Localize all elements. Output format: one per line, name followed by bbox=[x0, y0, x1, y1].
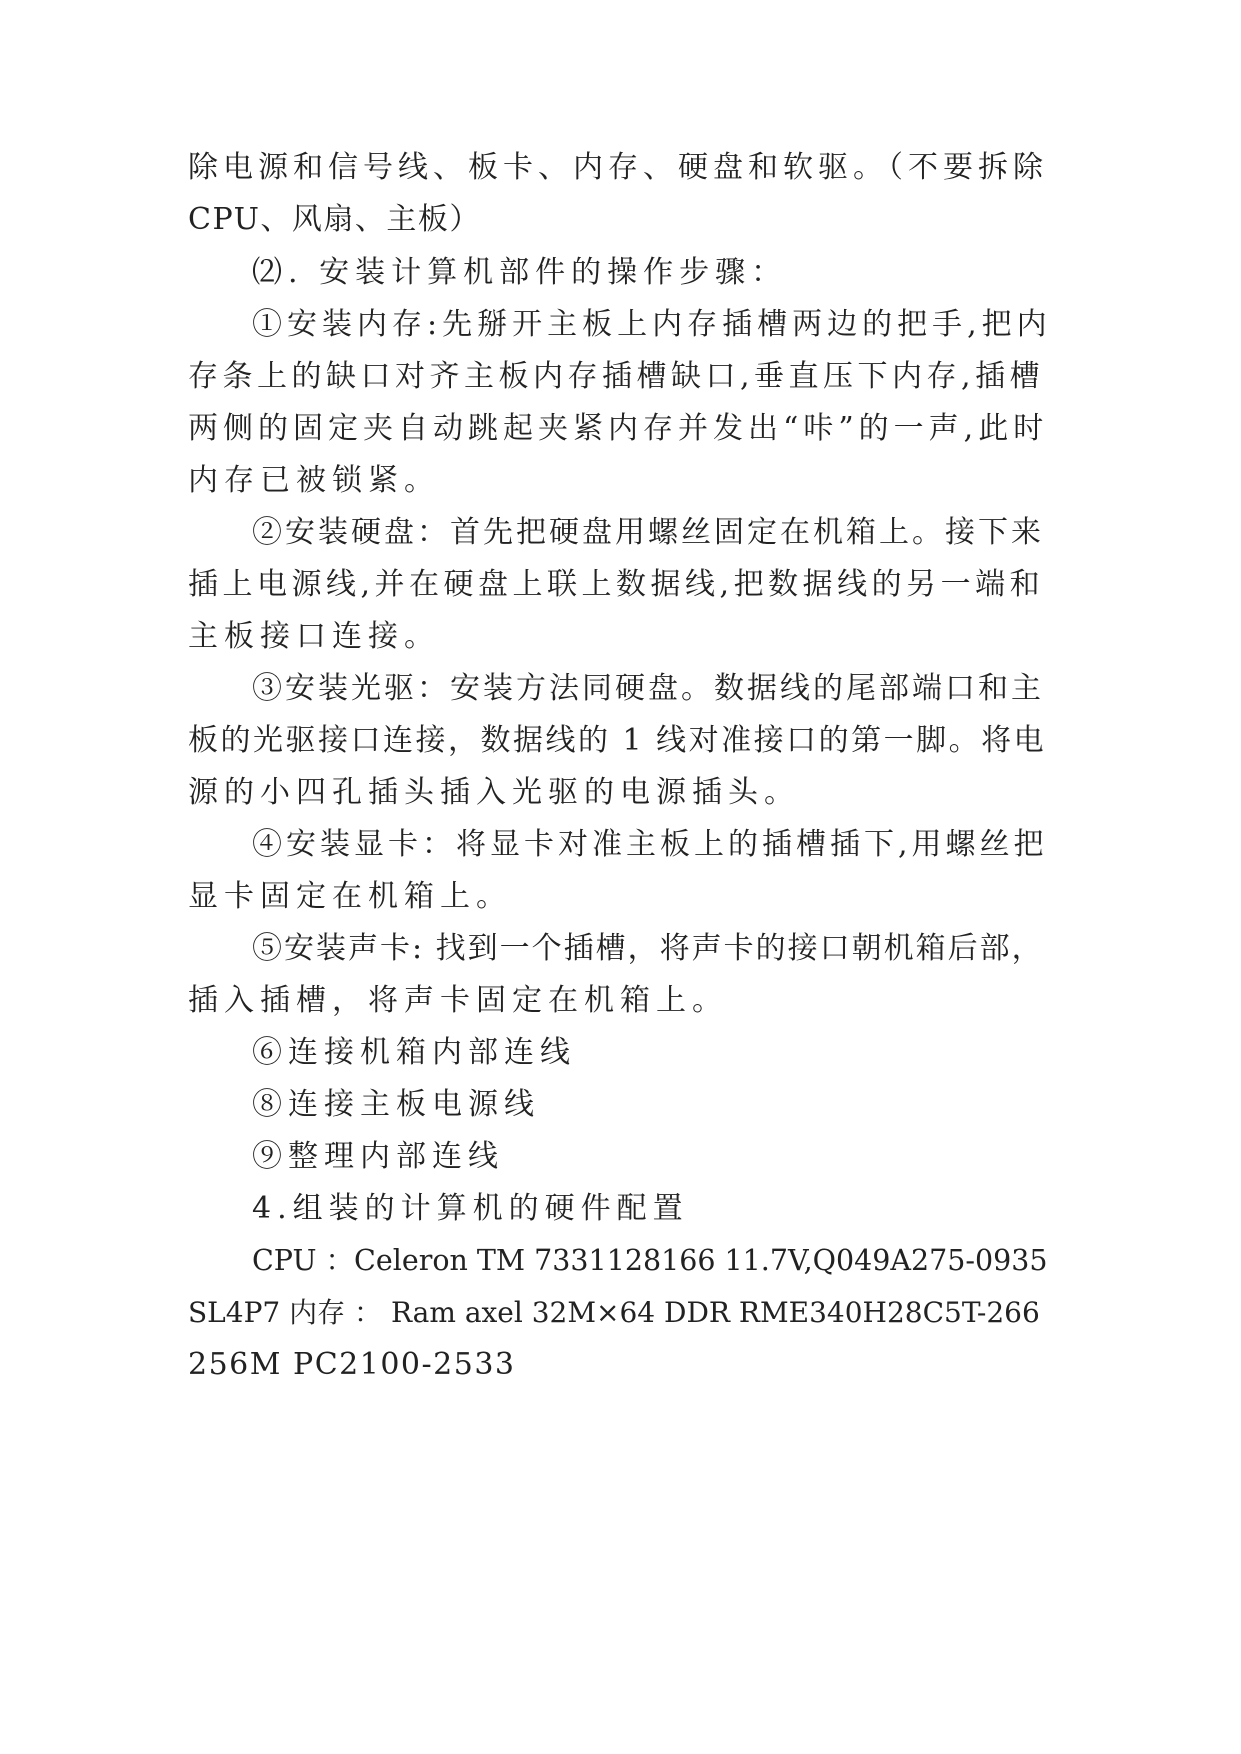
text-line: 板的光驱接口连接，数据线的 1 线对准接口的第一脚。将电 bbox=[188, 723, 1047, 758]
text-line: ④安装显卡：将显卡对准主板上的插槽插下,用螺丝把 bbox=[252, 827, 1048, 862]
text-line: ②安装硬盘：首先把硬盘用螺丝固定在机箱上。接下来 bbox=[252, 515, 1044, 550]
text-line: 除电源和信号线、板卡、内存、硬盘和软驱。（不要拆除 bbox=[188, 150, 1048, 185]
text-line: ⑤安装声卡: 找到一个插槽，将声卡的接口朝机箱后部， bbox=[252, 931, 1044, 966]
text-line: CPU、风扇、主板） bbox=[188, 202, 481, 237]
text-line: 插入插槽，将声卡固定在机箱上。 bbox=[188, 983, 728, 1018]
text-line: 存条上的缺口对齐主板内存插槽缺口,垂直压下内存,插槽 bbox=[188, 359, 1045, 394]
text-line: ⑨整理内部连线 bbox=[252, 1139, 504, 1174]
text-line: 两侧的固定夹自动跳起夹紧内存并发出“咔”的一声,此时 bbox=[188, 411, 1049, 446]
text-line: 256M PC2100-2533 bbox=[188, 1347, 516, 1382]
text-line: 内存已被锁紧。 bbox=[188, 463, 440, 498]
text-line: 插上电源线,并在硬盘上联上数据线,把数据线的另一端和 bbox=[188, 567, 1045, 602]
text-line: CPU ：Celeron TM 7331128166 11.7V,Q049A275-0935 bbox=[252, 1244, 1048, 1277]
text-line: ⑧连接主板电源线 bbox=[252, 1087, 540, 1122]
text-line: ③安装光驱：安装方法同硬盘。数据线的尾部端口和主 bbox=[252, 671, 1044, 706]
text-line: 显卡固定在机箱上。 bbox=[188, 879, 512, 914]
text-line: 源的小四孔插头插入光驱的电源插头。 bbox=[188, 775, 800, 810]
text-line: ⑥连接机箱内部连线 bbox=[252, 1035, 576, 1070]
text-line: ①安装内存:先掰开主板上内存插槽两边的把手,把内 bbox=[252, 307, 1052, 342]
section-heading: 4.组装的计算机的硬件配置 bbox=[252, 1191, 689, 1226]
text-line: SL4P7 内存 ： Ram axel 32M×64 DDR RME340H28C5T-266 bbox=[188, 1296, 1040, 1329]
section-heading: ⑵. 安装计算机部件的操作步骤： bbox=[252, 255, 788, 290]
text-line: 主板接口连接。 bbox=[188, 619, 440, 654]
